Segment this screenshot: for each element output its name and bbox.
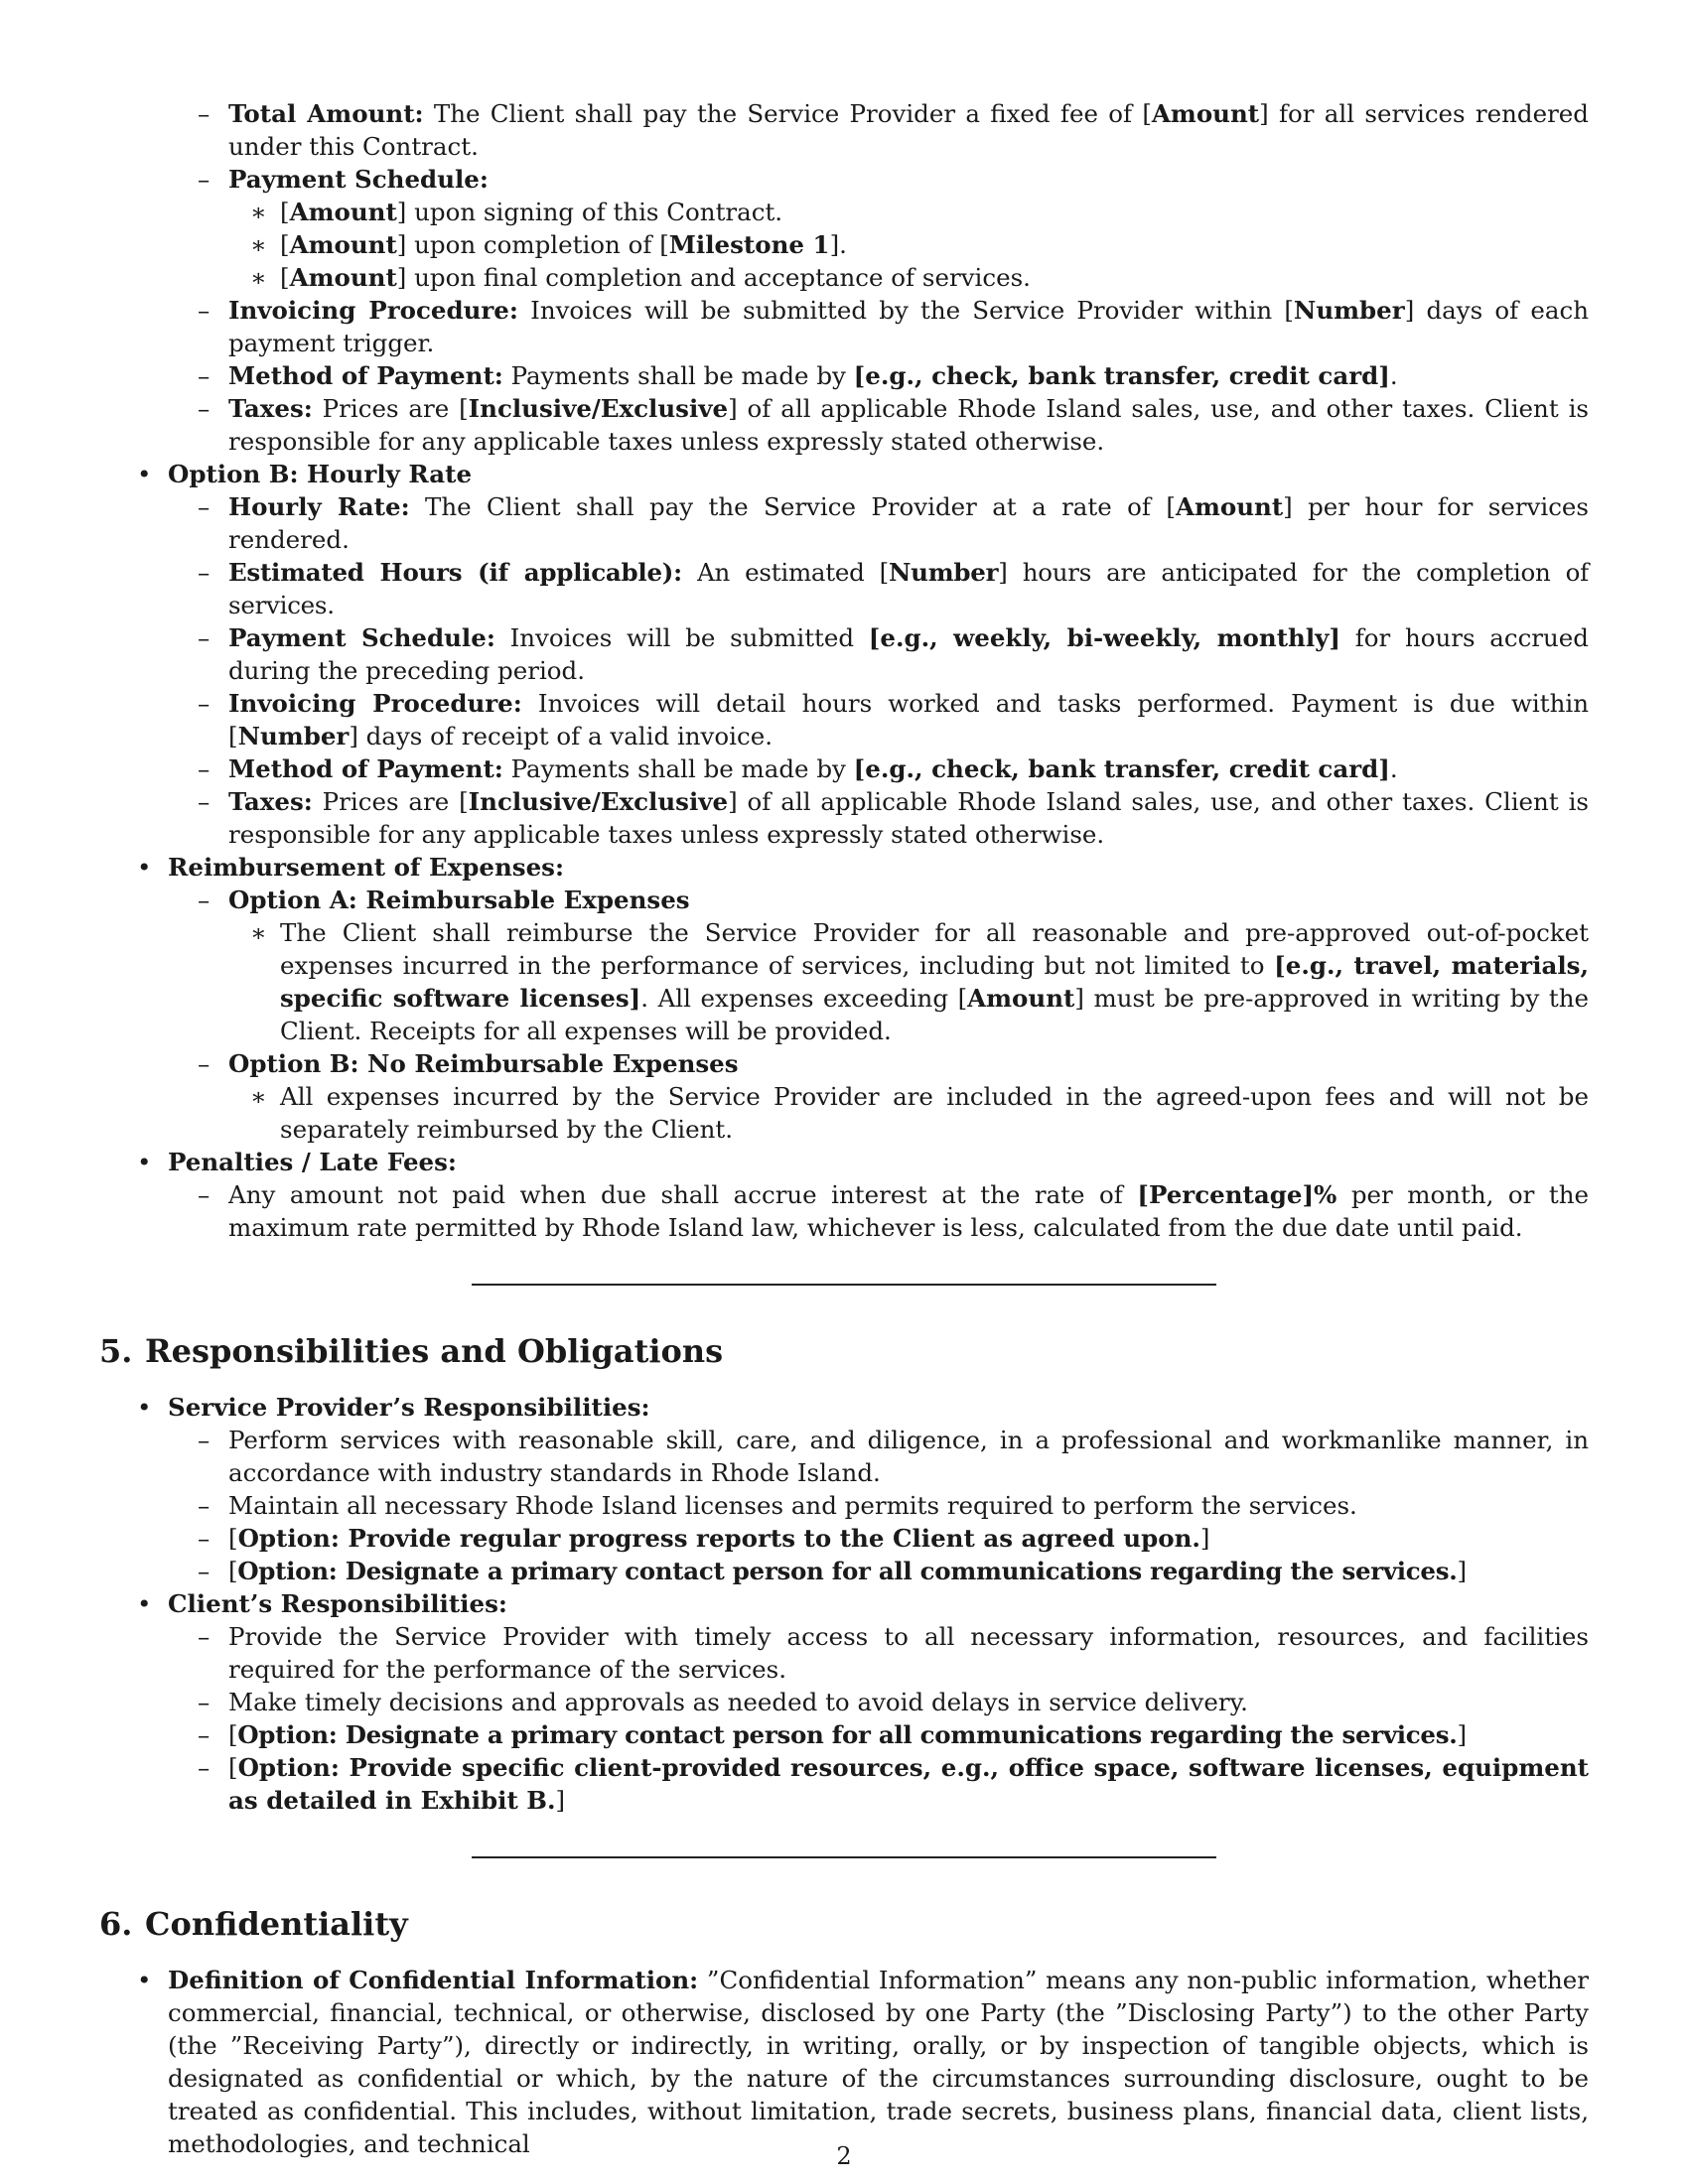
placeholder: Amount — [289, 230, 397, 259]
list-item — [99, 1718, 1589, 1751]
item-label: Client’s Responsibilities: — [168, 1589, 507, 1618]
section-number: 5. — [99, 1332, 133, 1370]
star-marker: ∗ — [250, 198, 267, 226]
page-number: 2 — [836, 2142, 852, 2170]
dash-marker: – — [198, 886, 211, 914]
item-label: Option A: Reimbursable Expenses — [228, 886, 690, 914]
dash-marker: – — [198, 623, 211, 652]
dash-marker: – — [198, 99, 211, 128]
item-label: Payment Schedule: — [228, 165, 489, 194]
bracket: ] — [555, 1786, 566, 1815]
bracket: [ — [228, 1524, 238, 1553]
item-text: ] hours are anticipated for the completion of services. — [228, 558, 1589, 619]
list-item — [99, 785, 1589, 851]
item-label: Total Amount: — [228, 99, 424, 128]
list-item — [99, 1424, 1589, 1489]
list-item — [99, 392, 1589, 458]
item-label: Invoicing Procedure: — [228, 296, 518, 325]
bullet-marker: • — [137, 1148, 152, 1176]
list-item — [99, 916, 1589, 1047]
option-text: Option: Provide specific client-provided resources, e.g., office space, software licenses, equipment as detailed in Exhibit B. — [228, 1753, 1589, 1815]
item-text: The Client shall pay the Service Provider a fixed fee of [ — [423, 99, 1152, 128]
placeholder: Number — [1293, 296, 1405, 325]
item-text: ]. — [829, 230, 847, 259]
item-label: Penalties / Late Fees: — [168, 1148, 457, 1176]
item-text: ] for all services rendered under this Contract. — [228, 99, 1589, 161]
list-item — [99, 261, 1589, 294]
dash-marker: – — [198, 754, 211, 783]
dash-marker: – — [198, 689, 211, 718]
item-label: Reimbursement of Expenses: — [168, 853, 565, 882]
item-text: An estimated [ — [681, 558, 889, 587]
list-item — [99, 884, 1589, 916]
dash-marker: – — [198, 1622, 211, 1651]
list-item — [99, 1178, 1589, 1244]
list-item — [99, 1686, 1589, 1718]
item-text: Maintain all necessary Rhode Island licenses and permits required to perform the services. — [228, 1491, 1357, 1520]
dash-marker: – — [198, 1180, 211, 1209]
list-item — [99, 1555, 1589, 1587]
item-text: The Client shall reimburse the Service Provider for all reasonable and pre-approved out-of-pocket expenses incurred in the performance of services, including but not limited to — [280, 918, 1589, 980]
item-text: ] of all applicable Rhode Island sales, use, and other taxes. Client is responsible for any applicable taxes unless expressly stated otherwise. — [228, 394, 1589, 456]
item-text: Invoices will be submitted — [494, 623, 869, 652]
bracket: [ — [228, 1720, 238, 1749]
section-number: 6. — [99, 1905, 133, 1943]
placeholder: Milestone 1 — [668, 230, 830, 259]
placeholder: [e.g., check, bank transfer, credit card] — [853, 754, 1390, 783]
option-text: Option: Designate a primary contact person for all communications regarding the services. — [237, 1557, 1458, 1585]
dash-marker: – — [198, 165, 211, 194]
bracket: [ — [228, 1557, 238, 1585]
list-item — [99, 1620, 1589, 1686]
dash-marker: – — [198, 1049, 211, 1078]
list-item — [99, 752, 1589, 785]
item-label: Invoicing Procedure: — [228, 689, 522, 718]
dash-marker: – — [198, 492, 211, 521]
list-item — [99, 163, 1589, 196]
item-text: Invoices will detail hours worked and tasks performed. Payment is due within [ — [228, 689, 1589, 751]
item-text: ] of all applicable Rhode Island sales, use, and other taxes. Client is responsible for any applicable taxes unless expressly stated otherwise. — [228, 787, 1589, 849]
placeholder: Inclusive/Exclusive — [468, 787, 729, 816]
placeholder: Amount — [289, 198, 397, 226]
item-label: Estimated Hours (if applicable): — [228, 558, 682, 587]
item-text: ] must be pre-approved in writing by the Client. Receipts for all expenses will be provided. — [280, 984, 1589, 1045]
bracket: [ — [228, 1753, 238, 1782]
item-text: ] upon completion of [ — [396, 230, 669, 259]
item-text: Provide the Service Provider with timely access to all necessary information, resources, and facilities required for the performance of the services. — [228, 1622, 1589, 1684]
item-text: . All expenses exceeding [ — [640, 984, 968, 1013]
item-text: Prices are [ — [312, 394, 469, 423]
bracket: ] — [1199, 1524, 1210, 1553]
bullet-marker: • — [137, 1589, 152, 1618]
item-text: Any amount not paid when due shall accrue interest at the rate of — [228, 1180, 1138, 1209]
list-item — [99, 1587, 1589, 1620]
item-text: for hours accrued during the preceding period. — [228, 623, 1589, 685]
item-text: Make timely decisions and approvals as needed to avoid delays in service delivery. — [228, 1688, 1248, 1716]
item-label: Option B: No Reimbursable Expenses — [228, 1049, 739, 1078]
item-label: Definition of Confidential Information: — [168, 1966, 699, 1994]
placeholder: Number — [889, 558, 999, 587]
item-text: ] upon signing of this Contract. — [396, 198, 783, 226]
placeholder: [Percentage]% — [1137, 1180, 1337, 1209]
item-label: Option B: Hourly Rate — [168, 460, 473, 488]
dash-marker: – — [198, 1557, 211, 1585]
item-text: [ — [280, 230, 290, 259]
dash-marker: – — [198, 1753, 211, 1782]
bracket: ] — [1457, 1557, 1467, 1585]
placeholder: Amount — [289, 263, 397, 292]
star-marker: ∗ — [250, 1082, 267, 1111]
item-label: Method of Payment: — [228, 754, 503, 783]
bullet-marker: • — [137, 460, 152, 488]
star-marker: ∗ — [250, 918, 267, 947]
placeholder: Amount — [967, 984, 1075, 1013]
item-text: Payments shall be made by — [502, 361, 854, 390]
section-heading — [99, 1331, 1589, 1371]
dash-marker: – — [198, 1524, 211, 1553]
placeholder: Inclusive/Exclusive — [468, 394, 729, 423]
dash-marker: – — [198, 558, 211, 587]
item-label: Service Provider’s Responsibilities: — [168, 1393, 650, 1422]
item-text: Perform services with reasonable skill, care, and diligence, in a professional and workmanlike manner, in accordance with industry standards in Rhode Island. — [228, 1426, 1589, 1487]
list-item — [99, 228, 1589, 261]
item-text: . — [1389, 361, 1398, 390]
list-item — [99, 621, 1589, 687]
section-title: Responsibilities and Obligations — [145, 1332, 724, 1370]
placeholder: [e.g., check, bank transfer, credit card] — [853, 361, 1390, 390]
dash-marker: – — [198, 361, 211, 390]
item-text: Prices are [ — [312, 787, 469, 816]
list-item — [99, 1391, 1589, 1424]
list-item — [99, 1080, 1589, 1146]
list-item — [99, 556, 1589, 621]
list-item — [99, 1489, 1589, 1522]
item-label: Taxes: — [228, 787, 313, 816]
item-text: . — [1389, 754, 1398, 783]
item-text: The Client shall pay the Service Provider at a rate of [ — [409, 492, 1176, 521]
list-item — [99, 1964, 1589, 2160]
section-heading — [99, 1904, 1589, 1944]
list-item — [99, 1047, 1589, 1080]
list-item — [99, 359, 1589, 392]
item-text: ”Confidential Information” means any non-public information, whether commercial, financial, technical, or otherwise, disclosed by one Party (the ”Disclosing Party”) to the other Party (the ”Receiving Party”), directly or indirectly, in writing, orally, or by inspection of tangible objects, which is designated as confidential or which, by the nature of the circumstances surrounding disclosure, ought to be treated as confidential. This includes, without limitation, trade secrets, business plans, financial data, client lists, methodologies, and technical — [168, 1966, 1589, 2158]
section-title: Confidentiality — [145, 1905, 408, 1943]
dash-marker: – — [198, 1688, 211, 1716]
item-label: Taxes: — [228, 394, 313, 423]
dash-marker: – — [198, 1491, 211, 1520]
dash-marker: – — [198, 296, 211, 325]
bullet-marker: • — [137, 1966, 152, 1994]
item-text: ] upon final completion and acceptance of services. — [396, 263, 1031, 292]
option-text: Option: Provide regular progress reports to the Client as agreed upon. — [237, 1524, 1200, 1553]
dash-marker: – — [198, 1720, 211, 1749]
item-text: [ — [280, 263, 290, 292]
placeholder: Amount — [1151, 99, 1260, 128]
item-label: Payment Schedule: — [228, 623, 495, 652]
item-text: Invoices will be submitted by the Service Provider within [ — [517, 296, 1294, 325]
item-label: Method of Payment: — [228, 361, 503, 390]
item-text: ] days of receipt of a valid invoice. — [349, 722, 773, 751]
bracket: ] — [1457, 1720, 1467, 1749]
bullet-marker: • — [137, 853, 152, 882]
placeholder: Number — [237, 722, 350, 751]
list-item — [99, 1751, 1589, 1817]
placeholder: [e.g., travel, materials, specific software licenses] — [280, 951, 1589, 1013]
list-item — [99, 458, 1589, 490]
placeholder: Amount — [1175, 492, 1284, 521]
item-text: ] per hour for services rendered. — [228, 492, 1589, 554]
placeholder: [e.g., weekly, bi-weekly, monthly] — [868, 623, 1340, 652]
item-text: ] days of each payment trigger. — [228, 296, 1589, 357]
list-item — [99, 196, 1589, 228]
horizontal-rule — [472, 1856, 1216, 1858]
list-item — [99, 1522, 1589, 1555]
option-text: Option: Designate a primary contact person for all communications regarding the services. — [237, 1720, 1458, 1749]
list-item — [99, 97, 1589, 163]
star-marker: ∗ — [250, 230, 267, 259]
bullet-marker: • — [137, 1393, 152, 1422]
list-item — [99, 1146, 1589, 1178]
list-item — [99, 851, 1589, 884]
item-text: All expenses incurred by the Service Provider are included in the agreed-upon fees and will not be separately reimbursed by the Client. — [280, 1082, 1589, 1144]
item-text: [ — [280, 198, 290, 226]
item-text: Payments shall be made by — [502, 754, 854, 783]
item-label: Hourly Rate: — [228, 492, 410, 521]
dash-marker: – — [198, 787, 211, 816]
dash-marker: – — [198, 1426, 211, 1454]
list-item — [99, 294, 1589, 359]
star-marker: ∗ — [250, 263, 267, 292]
list-item — [99, 490, 1589, 556]
document-page — [99, 97, 1589, 2160]
horizontal-rule — [472, 1284, 1216, 1286]
item-text: per month, or the maximum rate permitted by Rhode Island law, whichever is less, calculated from the due date until paid. — [228, 1180, 1589, 1242]
dash-marker: – — [198, 394, 211, 423]
list-item — [99, 687, 1589, 752]
